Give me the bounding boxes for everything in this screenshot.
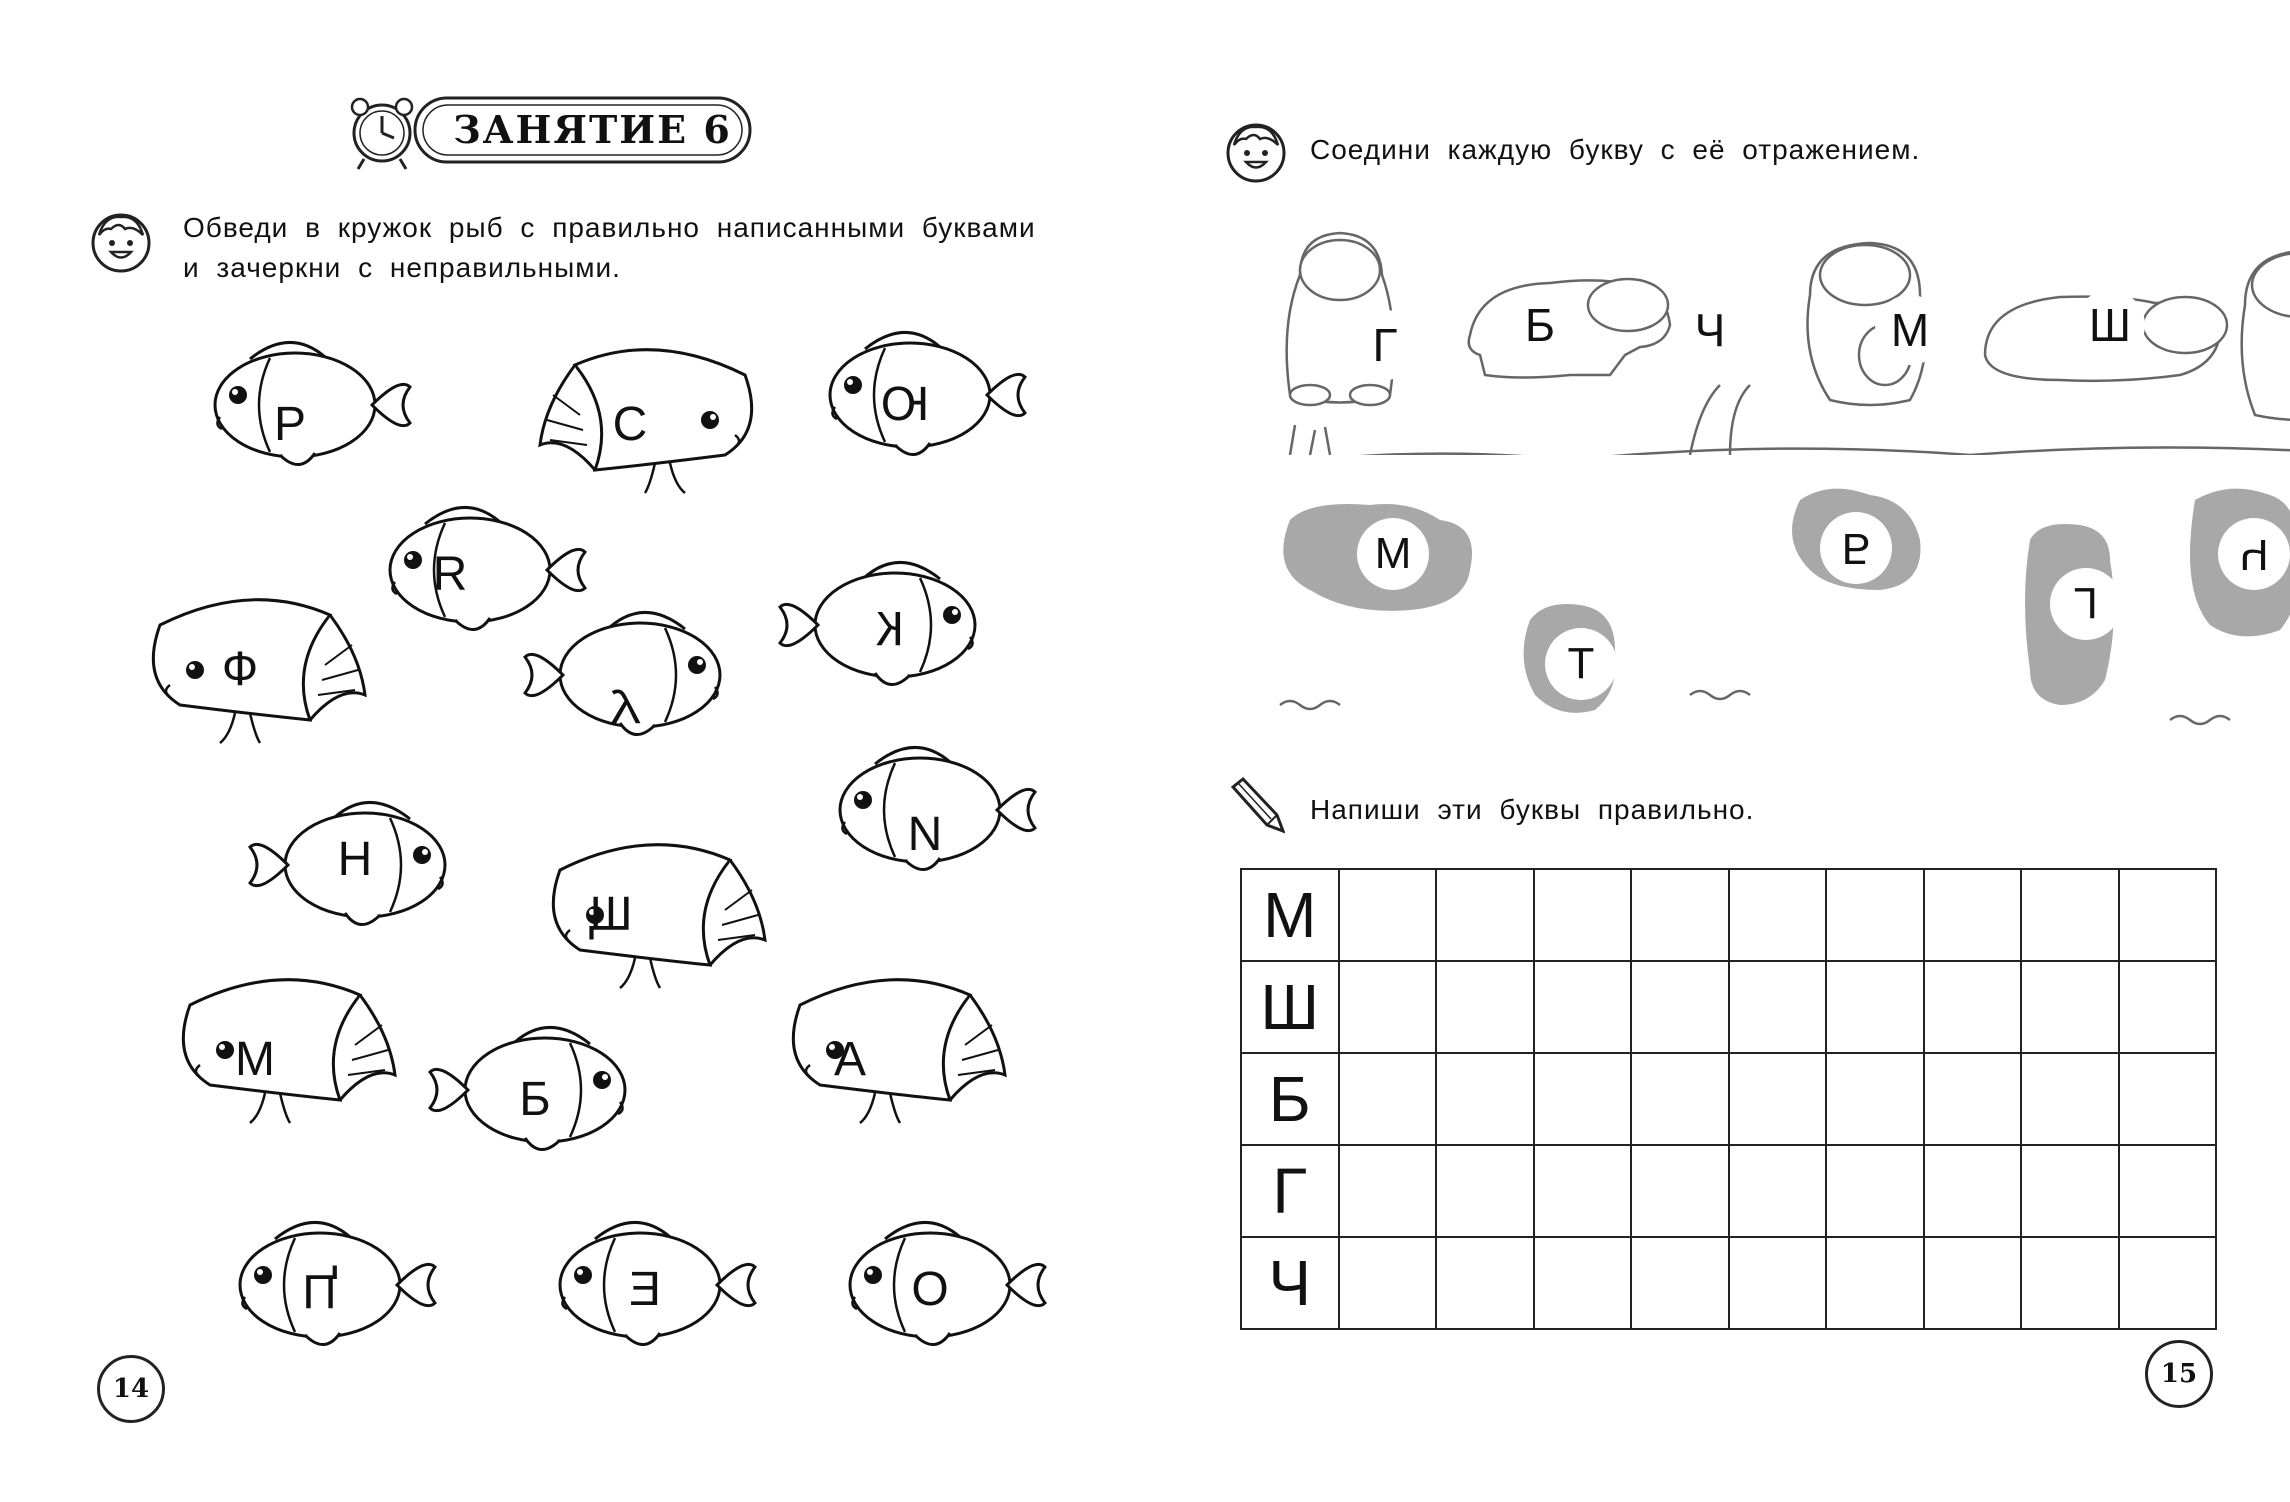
lesson-title: ЗАНЯТИЕ 6 (453, 107, 732, 152)
grid-cell[interactable] (1729, 869, 1827, 961)
grid-row (1241, 869, 2216, 961)
grid-cell[interactable] (2021, 961, 2119, 1053)
grid-cell[interactable] (1729, 961, 1827, 1053)
fish-letter: Е (629, 1263, 662, 1316)
animal-letter: Б (1505, 290, 1575, 360)
grid-cell[interactable] (1339, 1237, 1437, 1329)
grid-cell[interactable] (1436, 961, 1534, 1053)
grid-cell[interactable] (1924, 1237, 2022, 1329)
shadow-letter: М (1357, 518, 1429, 590)
grid-cell[interactable] (1826, 961, 1924, 1053)
grid-cell[interactable] (1631, 1237, 1729, 1329)
instruction-line-2: и зачеркни с неправильными. (183, 252, 621, 283)
grid-letter: Б (1241, 1053, 1339, 1145)
grid-cell[interactable] (1924, 1053, 2022, 1145)
grid-cell[interactable] (2021, 1237, 2119, 1329)
fish-letter: Н (337, 833, 373, 886)
grid-letter: Ч (1241, 1237, 1339, 1329)
page-number: 14 (97, 1355, 165, 1423)
fish-letter: Ц (302, 1264, 338, 1317)
animal-letter: М (1875, 295, 1945, 365)
grid-cell[interactable] (1534, 869, 1632, 961)
alarm-clock-icon (342, 83, 422, 173)
child-face-icon (85, 205, 157, 277)
grid-cell[interactable] (1534, 1145, 1632, 1237)
grid-cell[interactable] (2119, 1053, 2217, 1145)
animal-letter: Г (1350, 310, 1420, 380)
grid-cell[interactable] (1826, 869, 1924, 961)
grid-cell[interactable] (1631, 961, 1729, 1053)
lesson-header (360, 95, 755, 165)
grid-cell[interactable] (1924, 1145, 2022, 1237)
grid-cell[interactable] (1436, 1237, 1534, 1329)
grid-cell[interactable] (1729, 1145, 1827, 1237)
grid-cell[interactable] (1826, 1237, 1924, 1329)
grid-row (1241, 1237, 2216, 1329)
page-number: 15 (2145, 1340, 2213, 1408)
grid-cell[interactable] (1534, 1237, 1632, 1329)
grid-letter: Ш (1241, 961, 1339, 1053)
fish-letter: Б (519, 1073, 551, 1126)
grid-cell[interactable] (2119, 961, 2217, 1053)
grid-cell[interactable] (1436, 1053, 1534, 1145)
grid-cell[interactable] (1534, 961, 1632, 1053)
grid-cell[interactable] (1729, 1237, 1827, 1329)
grid-row (1241, 1053, 2216, 1145)
pencil-icon (1225, 775, 1285, 835)
grid-letter: Г (1241, 1145, 1339, 1237)
shadow-letter: Б (1820, 512, 1892, 584)
animal-letter: Ш (2075, 290, 2145, 360)
grid-cell[interactable] (1339, 1145, 1437, 1237)
grid-row (1241, 1145, 2216, 1237)
grid-cell[interactable] (1436, 869, 1534, 961)
fish-letter: С (612, 398, 648, 451)
animal-letter: Ч (1675, 295, 1745, 365)
grid-cell[interactable] (2021, 1145, 2119, 1237)
fish-letter: Щ (587, 888, 633, 941)
grid-cell[interactable] (1631, 1053, 1729, 1145)
grid-cell[interactable] (2021, 869, 2119, 961)
grid-cell[interactable] (1924, 869, 2022, 961)
grid-cell[interactable] (1339, 1053, 1437, 1145)
shadow-letter: Ч (2218, 518, 2290, 590)
fish-letter: Ю (880, 378, 930, 431)
grid-cell[interactable] (1826, 1145, 1924, 1237)
grid-cell[interactable] (1339, 869, 1437, 961)
grid-cell[interactable] (1436, 1145, 1534, 1237)
grid-cell[interactable] (1534, 1053, 1632, 1145)
fish-letter: У (609, 679, 641, 732)
instruction-write: Напиши эти буквы правильно. (1310, 794, 1755, 825)
grid-cell[interactable] (1339, 961, 1437, 1053)
grid-row (1241, 961, 2216, 1053)
grid-cell[interactable] (1826, 1053, 1924, 1145)
grid-cell[interactable] (2119, 1237, 2217, 1329)
grid-cell[interactable] (1631, 869, 1729, 961)
fish-letter: О (911, 1263, 949, 1316)
child-face-icon (1220, 115, 1292, 187)
writing-grid (1240, 868, 2217, 1330)
shadow-letter: Т (1545, 628, 1617, 700)
fish-letter: N (907, 808, 943, 861)
grid-cell[interactable] (1631, 1145, 1729, 1237)
fish-letter: Р (273, 398, 306, 451)
fish-letter: М (235, 1033, 275, 1086)
instruction-match: Соедини каждую букву с её отражением. (1310, 134, 1921, 165)
grid-cell[interactable] (1924, 961, 2022, 1053)
instruction-line-1: Обведи в кружок рыб с правильно написанными буквами (183, 212, 1036, 243)
shadow-letter: Г (2050, 568, 2122, 640)
grid-cell[interactable] (2119, 1145, 2217, 1237)
fish-letter: К (876, 603, 904, 656)
fish-letter: Ф (221, 643, 259, 696)
fish-letter: А (833, 1033, 866, 1086)
grid-cell[interactable] (2021, 1053, 2119, 1145)
grid-letter: М (1241, 869, 1339, 961)
grid-cell[interactable] (1729, 1053, 1827, 1145)
shadow-scene (1270, 480, 2290, 740)
grid-cell[interactable] (2119, 869, 2217, 961)
fish-letter: R (432, 548, 468, 601)
